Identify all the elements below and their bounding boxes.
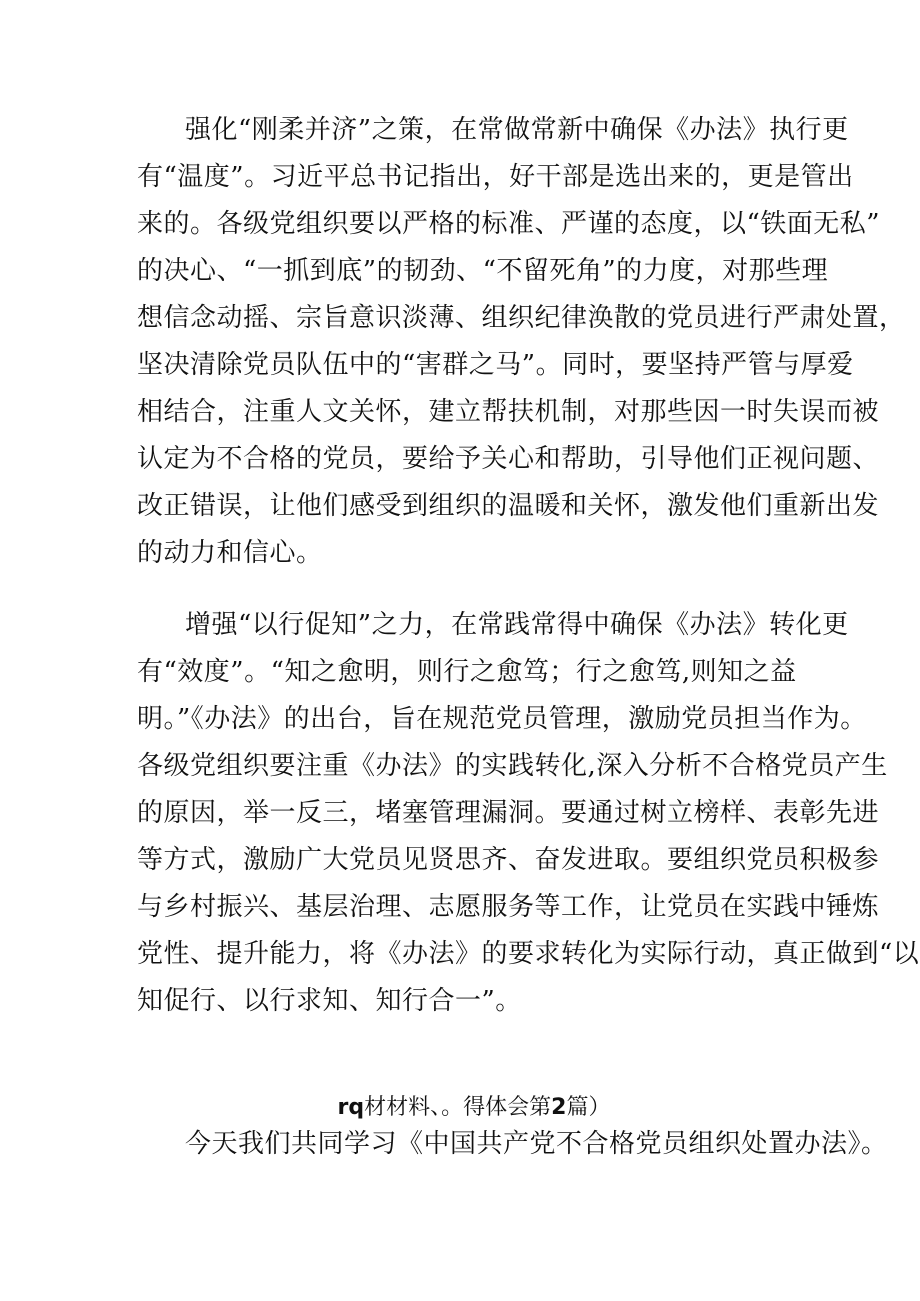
text-line: 认定为不合格的党员，要给予关心和帮助，引导他们正视问题、 [137,444,880,474]
text-line: 强化“刚柔并济”之策，在常做常新中确保《办法》执行更 [185,115,849,145]
text-line: 各级党组织要注重《办法》的实践转化,深入分析不合格党员产生 [137,751,888,781]
text-line: 有“温度”。习近平总书记指出，好干部是选出来的，更是管出 [137,162,854,192]
heading-number: 2 [551,1095,567,1120]
text-line: 想信念动摇、宗旨意识淡薄、组织纪律涣散的党员进行严肃处置， [137,303,906,333]
text-line: 与乡村振兴、基层治理、志愿服务等工作，让党员在实践中锤炼 [137,892,880,922]
text-line: 知促行、以行求知、知行合一”。 [137,986,522,1016]
heading-middle: 材材料、。得体会第 [364,1095,552,1120]
text-line: 等方式，激励广大党员见贤思齐、奋发进取。要组织党员积极参 [137,845,880,875]
heading-prefix: rq [337,1095,365,1120]
text-line: 改正错误，让他们感受到组织的温暖和关怀，激发他们重新出发 [137,491,880,521]
text-line: 的原因，举一反三，堵塞管理漏洞。要通过树立榜样、表彰先进 [137,798,880,828]
text-line: 党性、提升能力，将《办法》的要求转化为实际行动，真正做到“以 [137,939,920,969]
text-line: 有“效度”。“知之愈明，则行之愈笃；行之愈笃,则知之益 [137,657,797,687]
text-line: 增强“以行促知”之力，在常践常得中确保《办法》转化更 [185,610,849,640]
text-line: 的决心、“一抓到底”的韧劲、“不留死角”的力度，对那些理 [137,256,829,286]
text-line: 今天我们共同学习《中国共产党不合格党员组织处置办法》。 [185,1129,888,1159]
text-line: 来的。各级党组织要以严格的标准、严谨的态度，以“铁面无私” [137,209,881,239]
heading-suffix: 篇） [566,1095,611,1120]
text-line: 相结合，注重人文关怀，建立帮扶机制，对那些因一时失误而被 [137,397,880,427]
text-line: 的动力和信心。 [137,538,323,568]
text-line: 明。”《办法》的出台，旨在规范党员管理，激励党员担当作为。 [137,704,867,734]
text-line: 坚决清除党员队伍中的“害群之马”。同时，要坚持严管与厚爱 [137,350,854,380]
